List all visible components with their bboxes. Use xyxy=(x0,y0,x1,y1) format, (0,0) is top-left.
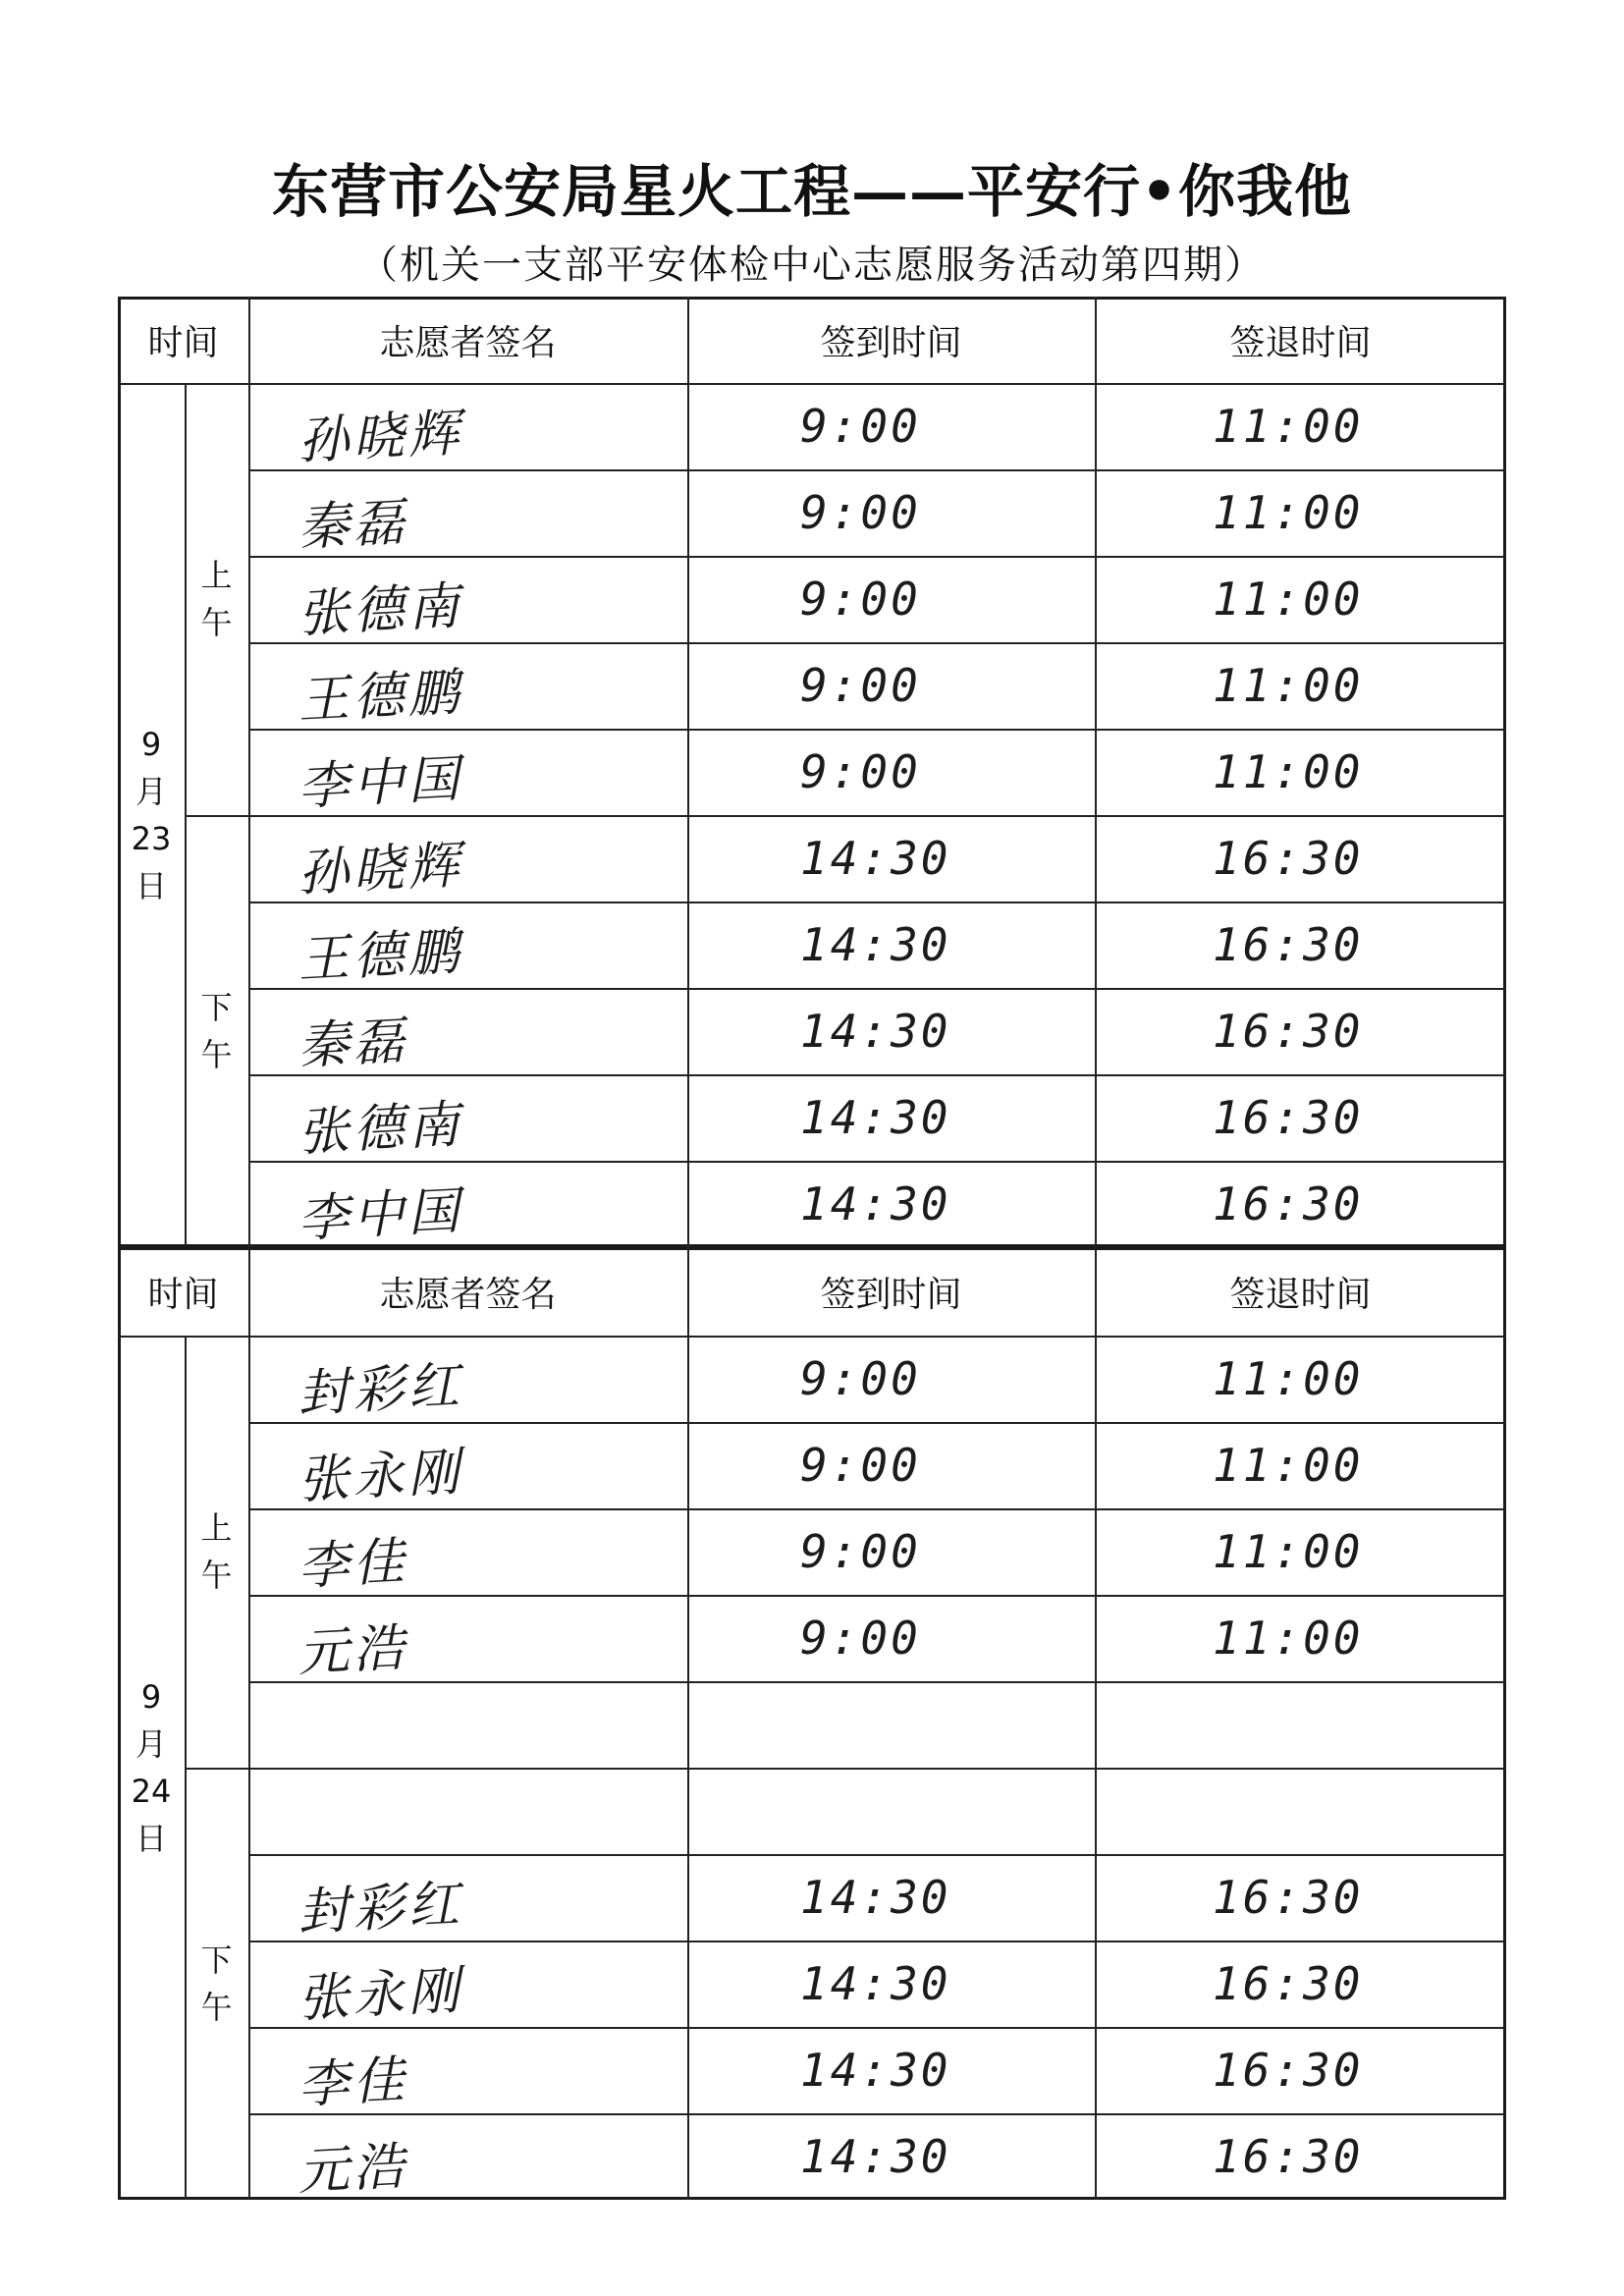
volunteer-signature: 王德鹏 xyxy=(296,921,464,990)
volunteer-signature: 李佳 xyxy=(296,1531,409,1597)
col-divider xyxy=(1095,1247,1097,2200)
afternoon-label-part: 午 xyxy=(200,1036,233,1073)
checkin-time: 9:00 xyxy=(800,486,921,539)
header-divider xyxy=(118,383,1506,385)
volunteer-signature: 元浩 xyxy=(296,2136,409,2202)
header-volunteer: 志愿者签名 xyxy=(379,1274,557,1315)
checkout-time xyxy=(1213,1685,1487,1764)
row-divider xyxy=(248,1595,1506,1597)
checkout-time xyxy=(1213,1772,1487,1850)
checkin-time: 9:00 xyxy=(800,1352,921,1405)
row-divider xyxy=(248,1422,1506,1424)
checkin-time xyxy=(800,1772,1080,1850)
afternoon-label xyxy=(185,815,248,1247)
date-label-part: 24 xyxy=(131,1773,172,1810)
checkin-time: 9:00 xyxy=(800,1612,921,1665)
afternoon-label-part: 下 xyxy=(200,989,233,1026)
afternoon-label-part: 午 xyxy=(200,1989,233,2026)
checkout-time: 11:00 xyxy=(1213,573,1364,626)
volunteer-signature: 秦磊 xyxy=(296,1011,409,1076)
checkin-time: 9:00 xyxy=(800,573,921,626)
checkin-time: 14:30 xyxy=(800,1957,951,2010)
checkout-time: 11:00 xyxy=(1213,486,1364,539)
volunteer-signature: 封彩红 xyxy=(296,1874,464,1942)
row-divider xyxy=(248,1508,1506,1510)
volunteer-signature: 王德鹏 xyxy=(296,662,464,731)
col-divider xyxy=(248,297,250,1247)
row-divider xyxy=(248,2027,1506,2029)
date-label-part: 23 xyxy=(131,820,172,857)
volunteer-signature: 孙晓辉 xyxy=(296,835,464,903)
morning-label-part: 上 xyxy=(200,1509,233,1547)
checkout-time: 16:30 xyxy=(1213,918,1364,971)
checkout-time: 11:00 xyxy=(1213,1612,1364,1665)
header-checkout: 签退时间 xyxy=(1229,1274,1372,1315)
volunteer-signature: 秦磊 xyxy=(296,492,409,558)
col-divider xyxy=(248,1247,250,2200)
checkin-time: 14:30 xyxy=(800,1177,951,1230)
checkin-time: 14:30 xyxy=(800,918,951,971)
checkin-time: 14:30 xyxy=(800,1091,951,1144)
date-label-part: 月 xyxy=(135,773,167,810)
checkin-time: 9:00 xyxy=(800,1525,921,1578)
row-divider xyxy=(248,556,1506,558)
header-time: 时间 xyxy=(147,1274,219,1315)
volunteer-signature: 元浩 xyxy=(296,1617,409,1683)
checkout-time: 11:00 xyxy=(1213,1352,1364,1405)
date-label xyxy=(118,1336,185,2200)
checkout-time: 16:30 xyxy=(1213,1957,1364,2010)
checkin-time: 14:30 xyxy=(800,1871,951,1924)
morning-label xyxy=(185,383,248,815)
volunteer-signature: 李佳 xyxy=(296,2050,409,2115)
row-divider xyxy=(248,1768,1506,1770)
checkout-time: 16:30 xyxy=(1213,1091,1364,1144)
date-label-part: 月 xyxy=(135,1725,167,1763)
col-divider xyxy=(687,297,689,1247)
col-divider xyxy=(687,1247,689,2200)
checkout-time: 16:30 xyxy=(1213,2044,1364,2097)
afternoon-label-part: 下 xyxy=(200,1941,233,1979)
checkout-time: 16:30 xyxy=(1213,2130,1364,2183)
checkout-time: 16:30 xyxy=(1213,832,1364,885)
row-divider xyxy=(248,642,1506,644)
checkin-time: 9:00 xyxy=(800,659,921,712)
row-divider xyxy=(248,729,1506,731)
checkout-time: 11:00 xyxy=(1213,1439,1364,1492)
morning-label-part: 上 xyxy=(200,557,233,594)
morning-label-part: 午 xyxy=(200,604,233,641)
checkout-time: 11:00 xyxy=(1213,745,1364,798)
header-checkin: 签到时间 xyxy=(820,1274,962,1315)
morning-label-part: 午 xyxy=(200,1557,233,1594)
checkout-time: 11:00 xyxy=(1213,659,1364,712)
checkin-time: 14:30 xyxy=(800,2130,951,2183)
checkout-time: 16:30 xyxy=(1213,1871,1364,1924)
checkin-time: 14:30 xyxy=(800,1005,951,1058)
date-label xyxy=(118,383,185,1247)
volunteer-signature: 张永刚 xyxy=(296,1960,464,2029)
header-checkout: 签退时间 xyxy=(1229,322,1372,363)
header-checkin: 签到时间 xyxy=(820,322,962,363)
volunteer-signature: 李中国 xyxy=(296,748,464,817)
row-divider xyxy=(248,1161,1506,1163)
checkout-time: 11:00 xyxy=(1213,1525,1364,1578)
header-volunteer: 志愿者签名 xyxy=(379,322,557,363)
row-divider xyxy=(248,815,1506,817)
volunteer-signature: 张德南 xyxy=(296,575,464,644)
row-divider xyxy=(248,1941,1506,1942)
row-divider xyxy=(248,902,1506,903)
checkin-time: 9:00 xyxy=(800,1439,921,1492)
row-divider xyxy=(248,1854,1506,1856)
checkout-time: 16:30 xyxy=(1213,1177,1364,1230)
col-divider xyxy=(1095,297,1097,1247)
header-time: 时间 xyxy=(147,322,219,363)
checkin-time xyxy=(800,1685,1080,1764)
page-subtitle: （机关一支部平安体检中心志愿服务活动第四期） xyxy=(358,243,1266,288)
checkout-time: 16:30 xyxy=(1213,1005,1364,1058)
volunteer-signature: 孙晓辉 xyxy=(296,403,464,471)
page-title: 东营市公安局星火工程——平安行•你我他 xyxy=(271,158,1353,225)
volunteer-signature: 封彩红 xyxy=(296,1355,464,1424)
row-divider xyxy=(248,1681,1506,1683)
checkin-time: 14:30 xyxy=(800,832,951,885)
row-divider xyxy=(248,2113,1506,2115)
checkout-time: 11:00 xyxy=(1213,400,1364,453)
header-divider xyxy=(118,1336,1506,1338)
date-label-part: 日 xyxy=(135,1820,167,1857)
checkin-time: 9:00 xyxy=(800,745,921,798)
row-divider xyxy=(248,988,1506,990)
checkin-time: 14:30 xyxy=(800,2044,951,2097)
row-divider xyxy=(248,1074,1506,1076)
checkin-time: 9:00 xyxy=(800,400,921,453)
morning-label xyxy=(185,1336,248,1768)
volunteer-signature: 张永刚 xyxy=(296,1442,464,1510)
volunteer-signature: 李中国 xyxy=(296,1180,464,1249)
afternoon-label xyxy=(185,1768,248,2200)
date-label-part: 9 xyxy=(140,1678,162,1716)
date-label-part: 9 xyxy=(140,726,162,763)
date-label-part: 日 xyxy=(135,867,167,904)
row-divider xyxy=(248,469,1506,471)
volunteer-signature: 张德南 xyxy=(296,1094,464,1163)
